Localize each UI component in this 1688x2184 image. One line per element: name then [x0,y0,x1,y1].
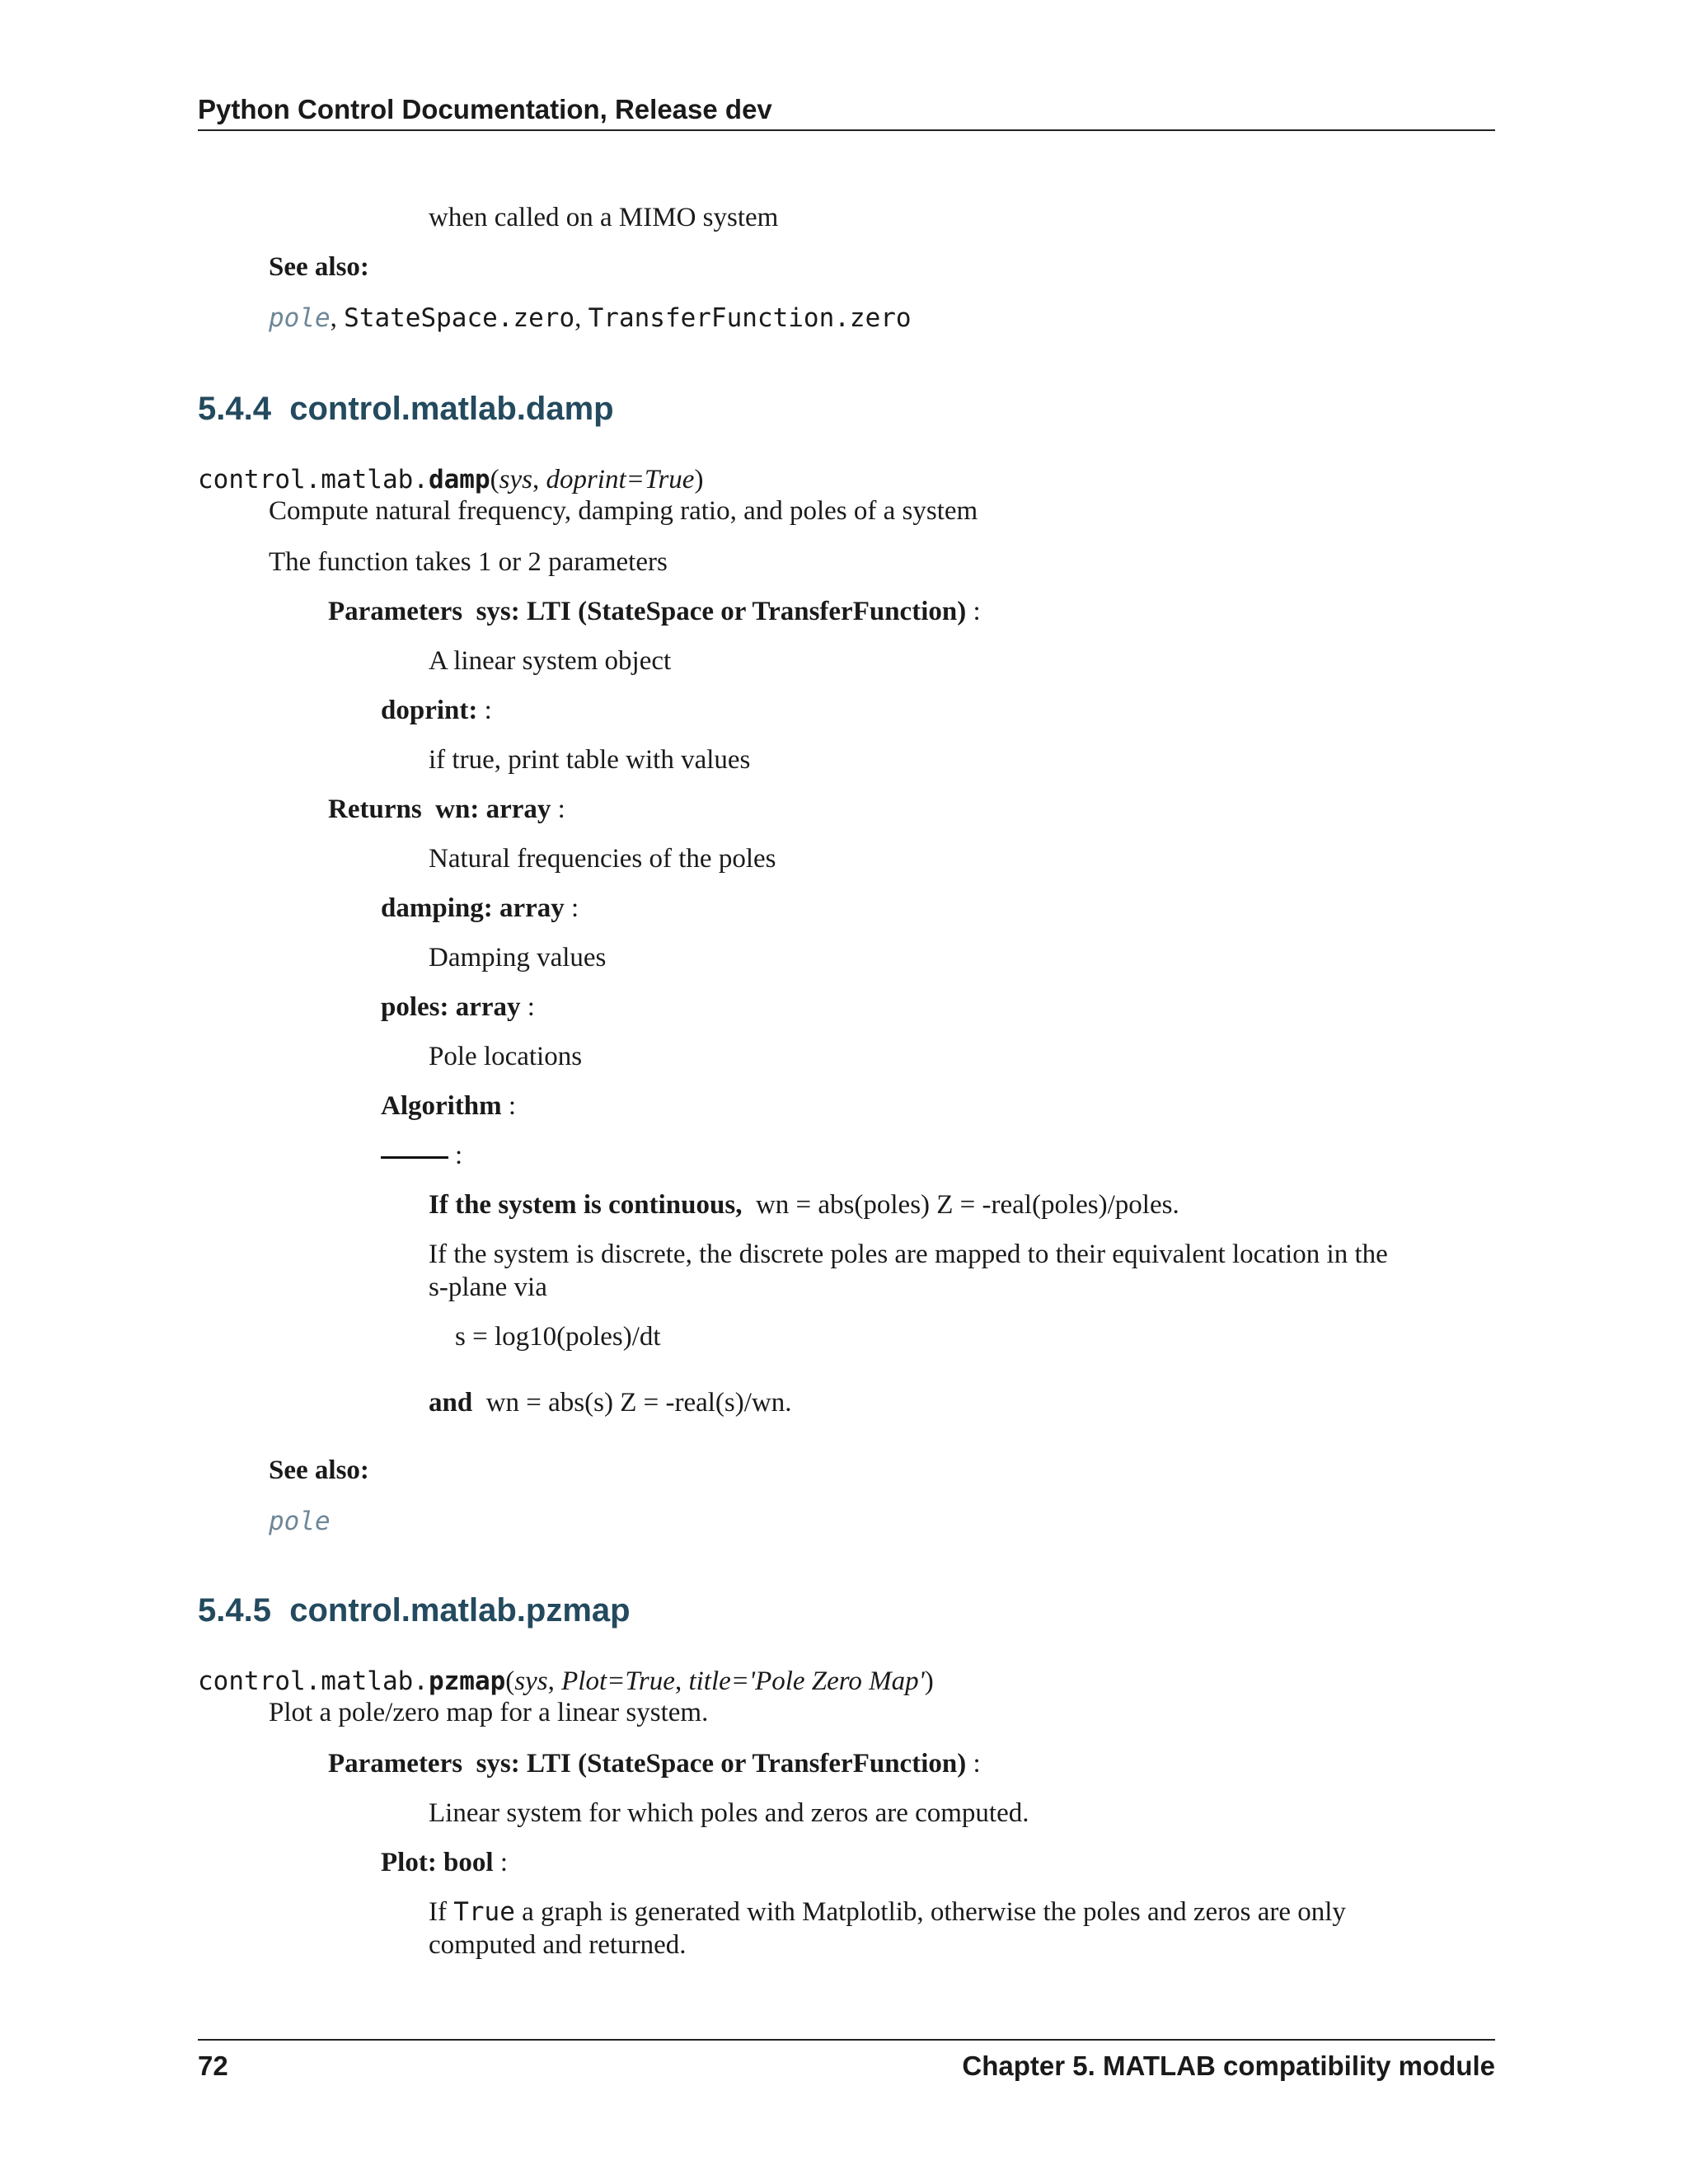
section-heading-pzmap: 5.4.5 control.matlab.pzmap [198,1592,631,1629]
damp-return-damping: damping: array : [381,893,579,923]
link-statespace-zero[interactable]: StateSpace.zero [344,303,575,333]
pzmap-param-plot: Plot: bool : [381,1848,508,1877]
signature-damp: control.matlab.damp(sys, doprint=True) [198,465,704,494]
returns-label: Returns [328,794,422,824]
section-heading-damp: 5.4.4 control.matlab.damp [198,391,614,427]
damp-discrete-line2: s-plane via [429,1272,547,1302]
damp-continuous: If the system is continuous, wn = abs(poles) Z = -real(poles)/poles. [429,1190,1179,1220]
function-name-pzmap: pzmap [428,1666,506,1696]
see-also-links: pole, StateSpace.zero, TransferFunction.zero [269,303,912,333]
damp-link-pole[interactable]: pole [269,1507,331,1536]
damp-return-poles: poles: array : [381,992,535,1022]
footer-chapter: Chapter 5. MATLAB compatibility module [962,2050,1495,2081]
damp-param-doprint-desc: if true, print table with values [429,745,751,775]
damp-return-damping-desc: Damping values [429,943,607,972]
damp-param-sys-desc: A linear system object [429,646,672,676]
damp-return-wn-desc: Natural frequencies of the poles [429,844,776,874]
damp-see-also-label: See also: [269,1455,369,1485]
damp-param-sys: Parameters sys: LTI (StateSpace or TransferFunction) : [328,597,981,626]
damp-return-wn: Returns wn: array : [328,794,565,824]
damp-param-doprint: doprint: : [381,696,492,725]
damp-algorithm: Algorithm : [381,1091,517,1121]
damp-formula: s = log10(poles)/dt [455,1322,661,1352]
dash-rule [381,1156,448,1159]
parameters-label: Parameters [328,597,463,626]
damp-and: and wn = abs(s) Z = -real(s)/wn. [429,1388,792,1418]
pzmap-param-plot-desc: If True a graph is generated with Matplotlib, otherwise the poles and zeros are only [429,1897,1346,1927]
footer-rule [198,2039,1495,2041]
pzmap-param-plot-desc-line2: computed and returned. [429,1930,687,1960]
damp-description: Compute natural frequency, damping ratio, and poles of a system [269,496,978,526]
pzmap-description: Plot a pole/zero map for a linear system. [269,1698,709,1727]
damp-discrete-line1: If the system is discrete, the discrete poles are mapped to their equivalent location in the [429,1240,1388,1269]
link-transferfunction-zero[interactable]: TransferFunction.zero [588,303,912,333]
pzmap-param-sys-desc: Linear system for which poles and zeros are computed. [429,1798,1029,1828]
damp-description-2: The function takes 1 or 2 parameters [269,547,668,577]
pzmap-param-sys: Parameters sys: LTI (StateSpace or TransferFunction) : [328,1749,981,1779]
function-name-damp: damp [428,465,490,494]
see-also-label: See also: [269,252,369,282]
running-header-title: Python Control Documentation, Release dev [198,94,772,124]
damp-dash-item: : [381,1139,462,1172]
header-rule [198,129,1495,131]
damp-return-poles-desc: Pole locations [429,1042,583,1071]
mimo-line: when called on a MIMO system [429,203,779,232]
page-number: 72 [198,2050,228,2081]
link-pole[interactable]: pole [269,303,331,333]
signature-pzmap: control.matlab.pzmap(sys, Plot=True, title='Pole Zero Map') [198,1666,934,1696]
